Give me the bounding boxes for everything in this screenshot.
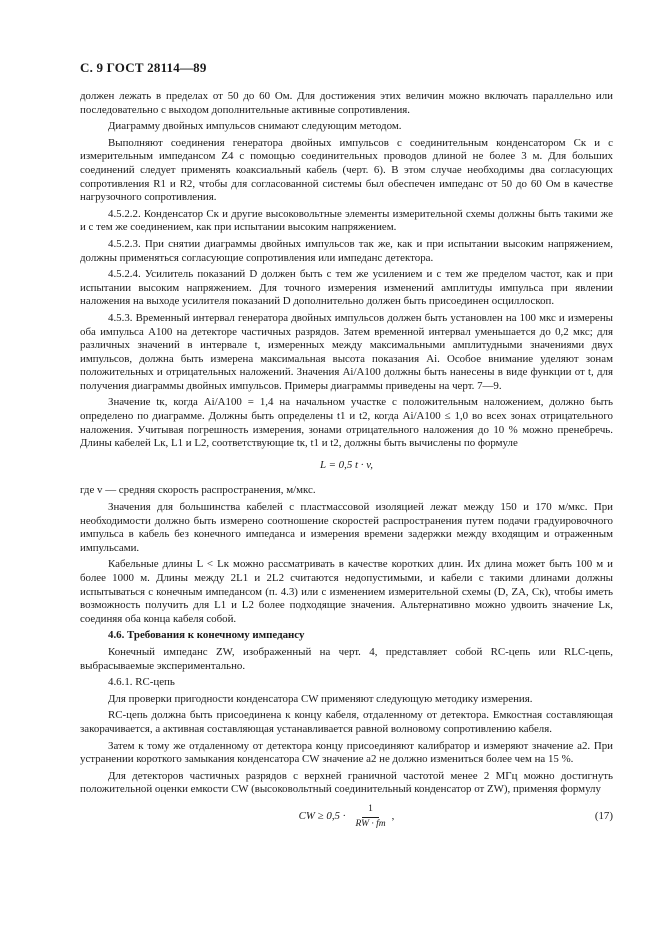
paragraph: 4.6.1. RC-цепь <box>108 676 175 689</box>
page-header: С. 9 ГОСТ 28114—89 <box>80 60 207 75</box>
paragraph: Значение tк, когда Ai/A100 = 1,4 на начальном участке с положительным наложением, должно быть определено по диаграмме. Должны быть определены t1 и t2, когда Ai/A100 ≤ 1,0 во всех зонах отрицательного наложения. Учитывая погрешность измерения, зонами отрицательного наложения до 10 % можно пренебречь. Длины кабелей Lк, L1 и L2, соответствующие tк, t1 и t2, должны быть вычислены по формуле <box>80 396 613 450</box>
paragraph: RC-цепь должна быть присоединена к концу кабеля, отдаленному от детектора. Емкостная составляющая закорачивается, а активная составляющая устанавливается равной волновому сопротивлению кабеля. <box>80 709 613 735</box>
paragraph: Значения для большинства кабелей с пластмассовой изоляцией лежат между 150 и 170 м/мкс. При необходимости должно быть измерено соотношение скоростей распространения путем подачи градуировочного импульса в кабель без конечного импеданса и измерения времени задержки между входящим и отраженным импульсами. <box>80 501 613 554</box>
paragraph: Затем к тому же отдаленному от детектора концу присоединяют калибратор и измеряют значение a2. При устранении короткого замыкания конденсатора CW значение a2 не должно измениться более чем на 15 %. <box>80 739 613 766</box>
paragraph: Выполняют соединения генератора двойных импульсов с соединительным конденсатором Cк и с измерительным импедансом Z4 с помощью соединительных проводов длиной не более 3 м. Для больших соединений следует применять коаксиальный кабель (черт. 6). В этом случае необходимы два согласующих сопротивления R1 и R2, чтобы для согласованной системы был обеспечен импеданс от 50 до 60 Ом в качестве нагрузочного сопротивления. <box>80 136 613 204</box>
paragraph: Кабельные длины L < Lк можно рассматривать в качестве коротких длин. Их длина может быть 100 м и более 1000 м. Длины между 2L1 и 2L2 считаются недопустимыми, и кабели с такими длинами должны испытываться с конечным импедансом (п. 4.3) или с изменением измерительной схемы (D, ZA, Cк), чтобы иметь возможность получить для L1 и L2 более подходящие значения. Альтернативно можно удвоить значение Lк, соединяя оба конца кабеля собой. <box>80 558 613 625</box>
paragraph: Диаграмму двойных импульсов снимают следующим методом. <box>108 120 402 133</box>
formula-17-fraction <box>351 803 389 831</box>
formula-17-denominator: RW · fm <box>355 818 386 829</box>
formula-cable-length: L = 0,5 t · v, <box>320 458 373 471</box>
paragraph: где v — средняя скорость распространения, м/мкс. <box>80 484 316 497</box>
formula-17 <box>80 803 613 831</box>
paragraph: 4.5.2.3. При снятии диаграммы двойных импульсов так же, как и при испытании высоким напряжением, должны применяться согласующие сопротивления или импеданс детектора. <box>80 237 613 264</box>
paragraph: 4.5.2.2. Конденсатор Cк и другие высоковольтные элементы измерительной схемы должны быть такими же и с тем же соединением, как при испытании высоким напряжением. <box>80 207 613 234</box>
formula-17-numerator: 1 <box>362 803 379 818</box>
paragraph: Для проверки пригодности конденсатора CW применяют следующую методику измерения. <box>108 692 533 705</box>
paragraph: 4.5.3. Временный интервал генератора двойных импульсов должен быть установлен на 100 мкс и измерены оба импульса A100 на детекторе частичных разрядов. Затем временной интервал уменьшается до 0,2 мкс; для различных значений в интервале t, измеренных между максимальными амплитудными значениями двух импульсов, должна быть измерена максимальная высота показания Ai. Особое внимание уделяют зонам положительных и отрицательных наложений. Значения Ai/A100 должны быть нанесены в виде функции от t, для получения диаграммы двойных импульсов. Примеры диаграммы приведены на черт. 7—9. <box>80 311 613 392</box>
paragraph: Для детекторов частичных разрядов с верхней граничной частотой менее 2 МГц можно достигнуть положительной оценки емкости CW (высоковольтный соединительный конденсатор от ZW), применяя формулу <box>80 769 613 796</box>
formula-17-tail: , <box>391 810 395 823</box>
section-heading: 4.6. Требования к конечному импедансу <box>108 629 305 642</box>
paragraph: Конечный импеданс ZW, изображенный на черт. 4, представляет собой RC-цепь или RLC-цепь, выбрасываемые экспериментально. <box>80 645 613 672</box>
formula-17-number: (17) <box>594 810 613 823</box>
formula-17-lhs: CW ≥ 0,5 · <box>298 810 346 823</box>
paragraph: должен лежать в пределах от 50 до 60 Ом. Для достижения этих величин можно включать параллельно или последовательно с выходом дополнительные активные сопротивления. <box>80 90 613 116</box>
document-body <box>80 90 613 831</box>
paragraph: 4.5.2.4. Усилитель показаний D должен быть с тем же усилением и с тем же пределом частот, как и при испытании высоким напряжением. Для точного измерения изменений амплитуды импульса при явлении наложения на выходе усилителя показаний D дополнительно должен быть присоединен осциллоскоп. <box>80 268 613 308</box>
